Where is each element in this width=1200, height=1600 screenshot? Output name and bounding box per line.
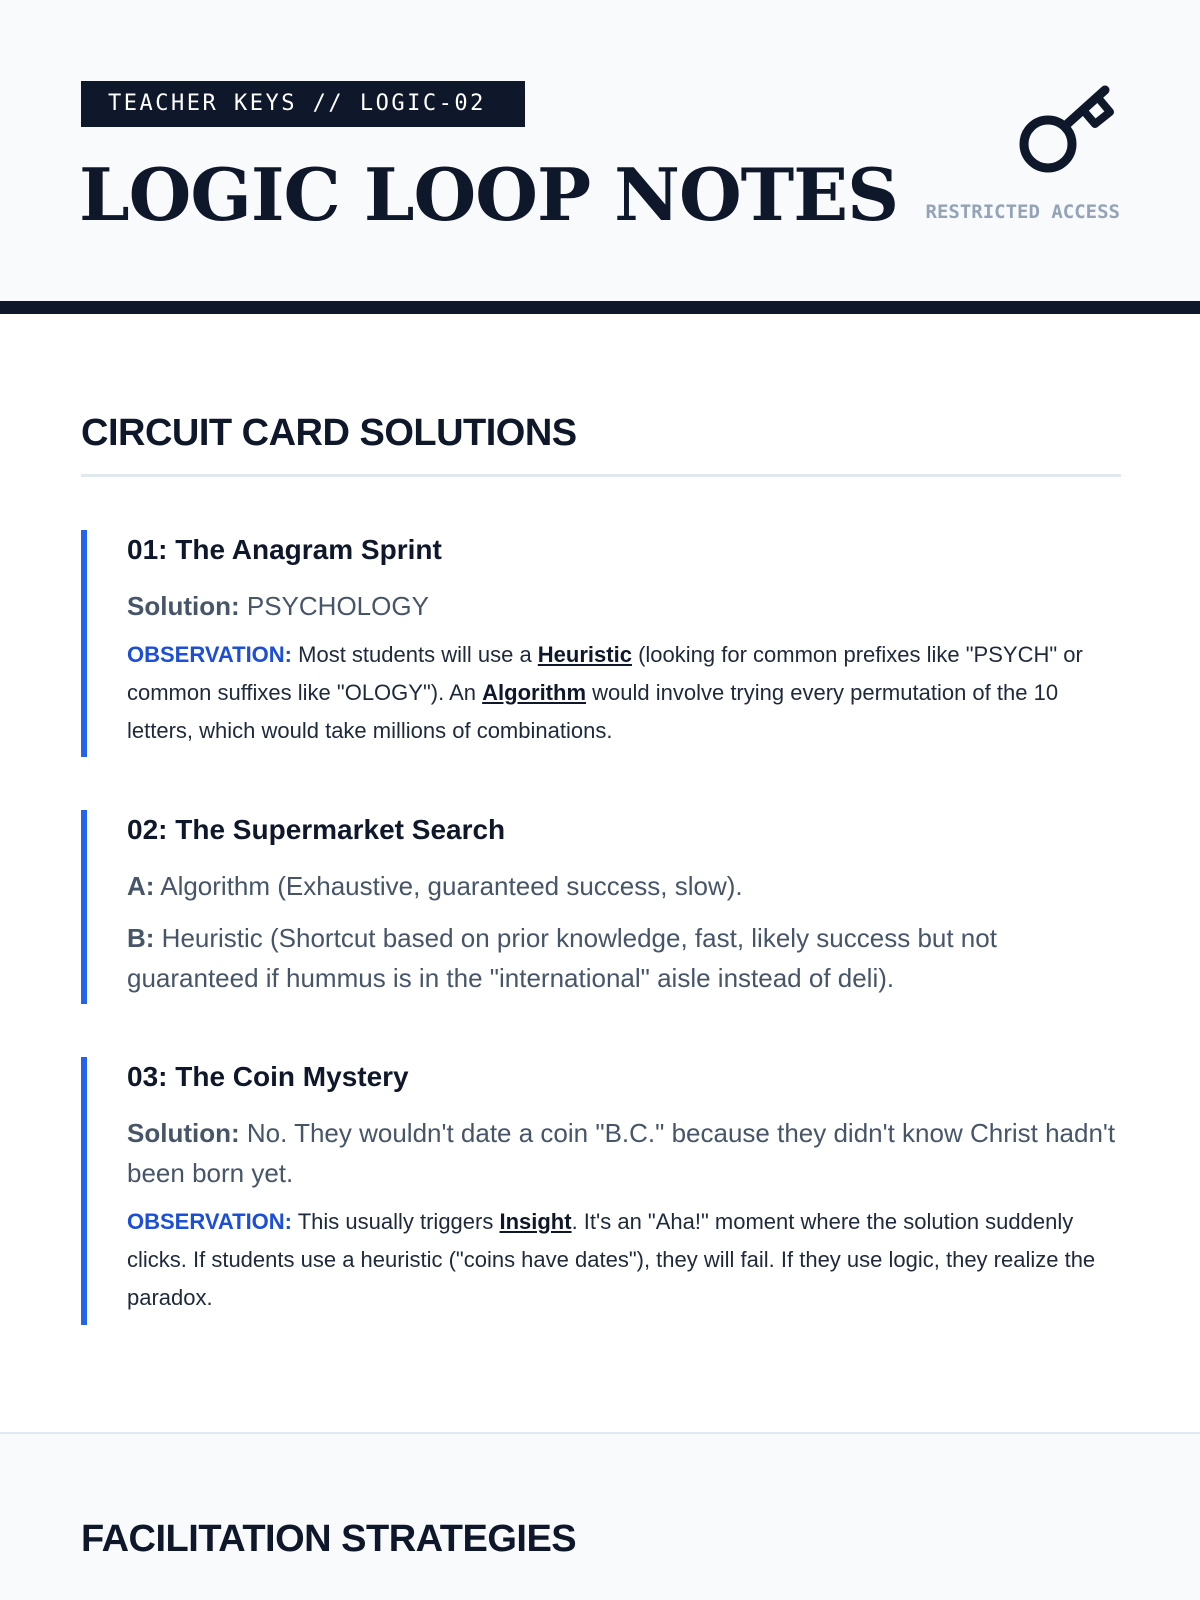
section-title-strategies: FACILITATION STRATEGIES: [81, 1518, 577, 1560]
card-title: 02: The Supermarket Search: [127, 814, 506, 845]
solution-card-02: [81, 810, 1121, 1004]
answer-a-label: A:: [127, 871, 155, 901]
card-answer-a: [127, 866, 1121, 906]
section-divider: [81, 474, 1121, 477]
restricted-access-label: RESTRICTED ACCESS: [925, 201, 1120, 223]
term-insight: Insight: [499, 1209, 572, 1234]
observation-text: would involve trying every permutation of the 10 letters, which would take millions of combinations.: [127, 680, 1059, 743]
solution-card-03: [81, 1057, 1121, 1325]
card-title: 03: The Coin Mystery: [127, 1061, 409, 1092]
solution-text: No. They wouldn't date a coin "B.C." because they didn't know Christ hadn't been born yet.: [127, 1118, 1116, 1188]
solution-label: Solution:: [127, 1118, 240, 1148]
card-observation: [127, 636, 1121, 750]
term-algorithm: Algorithm: [482, 680, 587, 705]
card-title: 01: The Anagram Sprint: [127, 534, 442, 565]
observation-label: OBSERVATION:: [127, 642, 293, 667]
header: [0, 0, 1200, 314]
section-title-solutions: CIRCUIT CARD SOLUTIONS: [81, 412, 577, 454]
solution-text: PSYCHOLOGY: [239, 591, 429, 621]
teacher-keys-badge: TEACHER KEYS // LOGIC-02: [81, 81, 525, 127]
observation-text: Most students will use a: [292, 642, 538, 667]
key-icon: [1013, 80, 1117, 184]
facilitation-strategies-section: [0, 1432, 1200, 1600]
answer-b-text: Heuristic (Shortcut based on prior knowledge, fast, likely success but not guaranteed if hummus is in the "international" aisle instead of deli).: [127, 923, 997, 993]
solution-card-01: [81, 530, 1121, 757]
answer-a-text: Algorithm (Exhaustive, guaranteed success, slow).: [154, 871, 743, 901]
term-heuristic: Heuristic: [537, 642, 632, 667]
page-title: LOGIC LOOP NOTES: [79, 152, 899, 237]
card-solution: [127, 586, 1121, 626]
observation-text: This usually triggers: [292, 1209, 500, 1234]
answer-b-label: B:: [127, 923, 155, 953]
observation-label: OBSERVATION:: [127, 1209, 293, 1234]
card-solution: [127, 1113, 1121, 1193]
observation-text: . It's an "Aha!" moment where the solution suddenly clicks. If students use a heuristic ("coins have dates"), they will fail. If they use logic, they realize the paradox.: [127, 1209, 1096, 1310]
solution-label: Solution:: [127, 591, 240, 621]
card-observation: [127, 1203, 1121, 1317]
observation-text: (looking for common prefixes like "PSYCH" or common suffixes like "OLOGY"). An: [127, 642, 1083, 705]
card-answer-b: [127, 918, 1121, 998]
